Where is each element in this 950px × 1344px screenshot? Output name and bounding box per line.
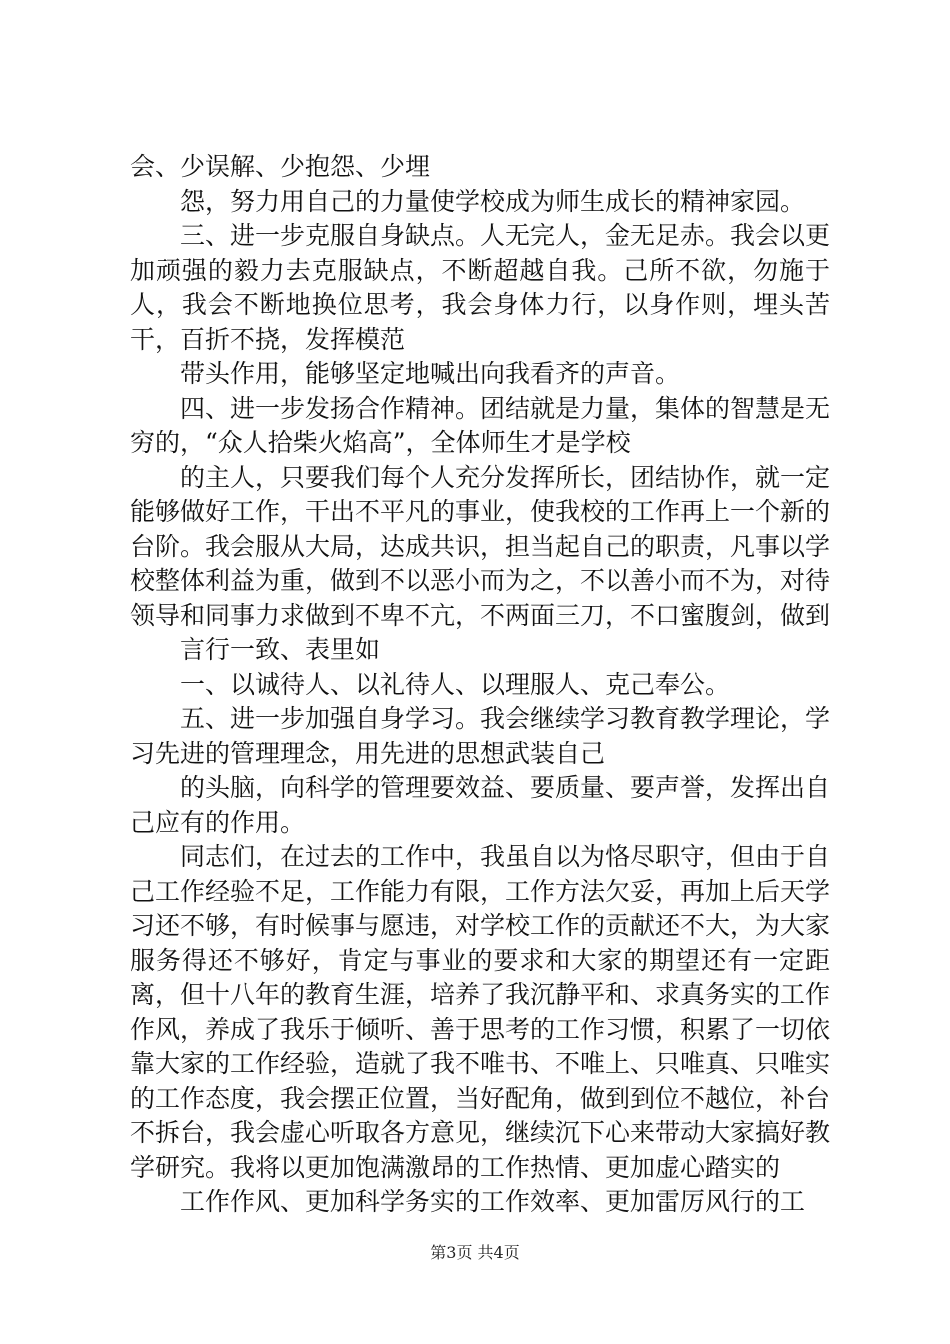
page-footer — [0, 1242, 950, 1264]
paragraph: 言行一致、表里如 — [180, 635, 381, 664]
paragraph: 会、少误解、少抱怨、少埋 — [130, 152, 431, 181]
paragraph: 带头作用，能够坚定地喊出向我看齐的声音。 — [180, 359, 681, 388]
paragraph: 同志们，在过去的工作中，我虽自以为恪尽职守，但由于自己工作经验不足，工作能力有限，工作方法欠妥，再加上后天学习还不够，有时候事与愿违，对学校工作的贡献还不大，为大家服务得还不够好，肯定与事业的要求和大家的期望还有一定距离，但十八年的教育生涯，培养了我沉静平和、求真务实的工作作风，养成了我乐于倾听、善于思考的工作习惯，积累了一切依靠大家的工作经验，造就了我不唯书、不唯上、只唯真、只唯实的工作态度，我会摆正位置，当好配角，做到到位不越位，补台不拆台，我会虚心听取各方意见，继续沉下心来带动大家搞好教学研究。我将以更加饱满激昂的工作热情、更加虚心踏实的 — [130, 842, 831, 1182]
document-body — [130, 150, 830, 1220]
paragraph: 五、进一步加强自身学习。我会继续学习教育教学理论，学习先进的管理理念，用先进的思想武装自己 — [130, 704, 831, 768]
paragraph: 三、进一步克服自身缺点。人无完人，金无足赤。我会以更加顽强的毅力去克服缺点，不断超越自我。己所不欲，勿施于人，我会不断地换位思考，我会身体力行，以身作则，埋头苦干，百折不挠，发挥模范 — [130, 221, 831, 354]
paragraph: 一、以诚待人、以礼待人、以理服人、克己奉公。 — [180, 669, 731, 699]
paragraph: 怨，努力用自己的力量使学校成为师生成长的精神家园。 — [180, 186, 806, 216]
paragraph: 的主人，只要我们每个人充分发挥所长，团结协作，就一定能够做好工作，干出不平凡的事业，使我校的工作再上一个新的台阶。我会服从大局，达成共识，担当起自己的职责，凡事以学校整体利益为重，做到不以恶小而为之，不以善小而不为，对待领导和同事力求做到不卑不亢，不两面三刀，不口蜜腹剑，做到 — [130, 462, 831, 630]
paragraph: 的头脑，向科学的管理要效益、要质量、要声誉，发挥出自己应有的作用。 — [130, 773, 831, 837]
paragraph: 工作作风、更加科学务实的工作效率、更加雷厉风行的工 — [180, 1187, 806, 1216]
paragraph: 四、进一步发扬合作精神。团结就是力量，集体的智慧是无穷的，“众人拾柴火焰高”，全体师生才是学校 — [130, 393, 831, 457]
page-number-label: 第3页 共4页 — [430, 1243, 520, 1262]
